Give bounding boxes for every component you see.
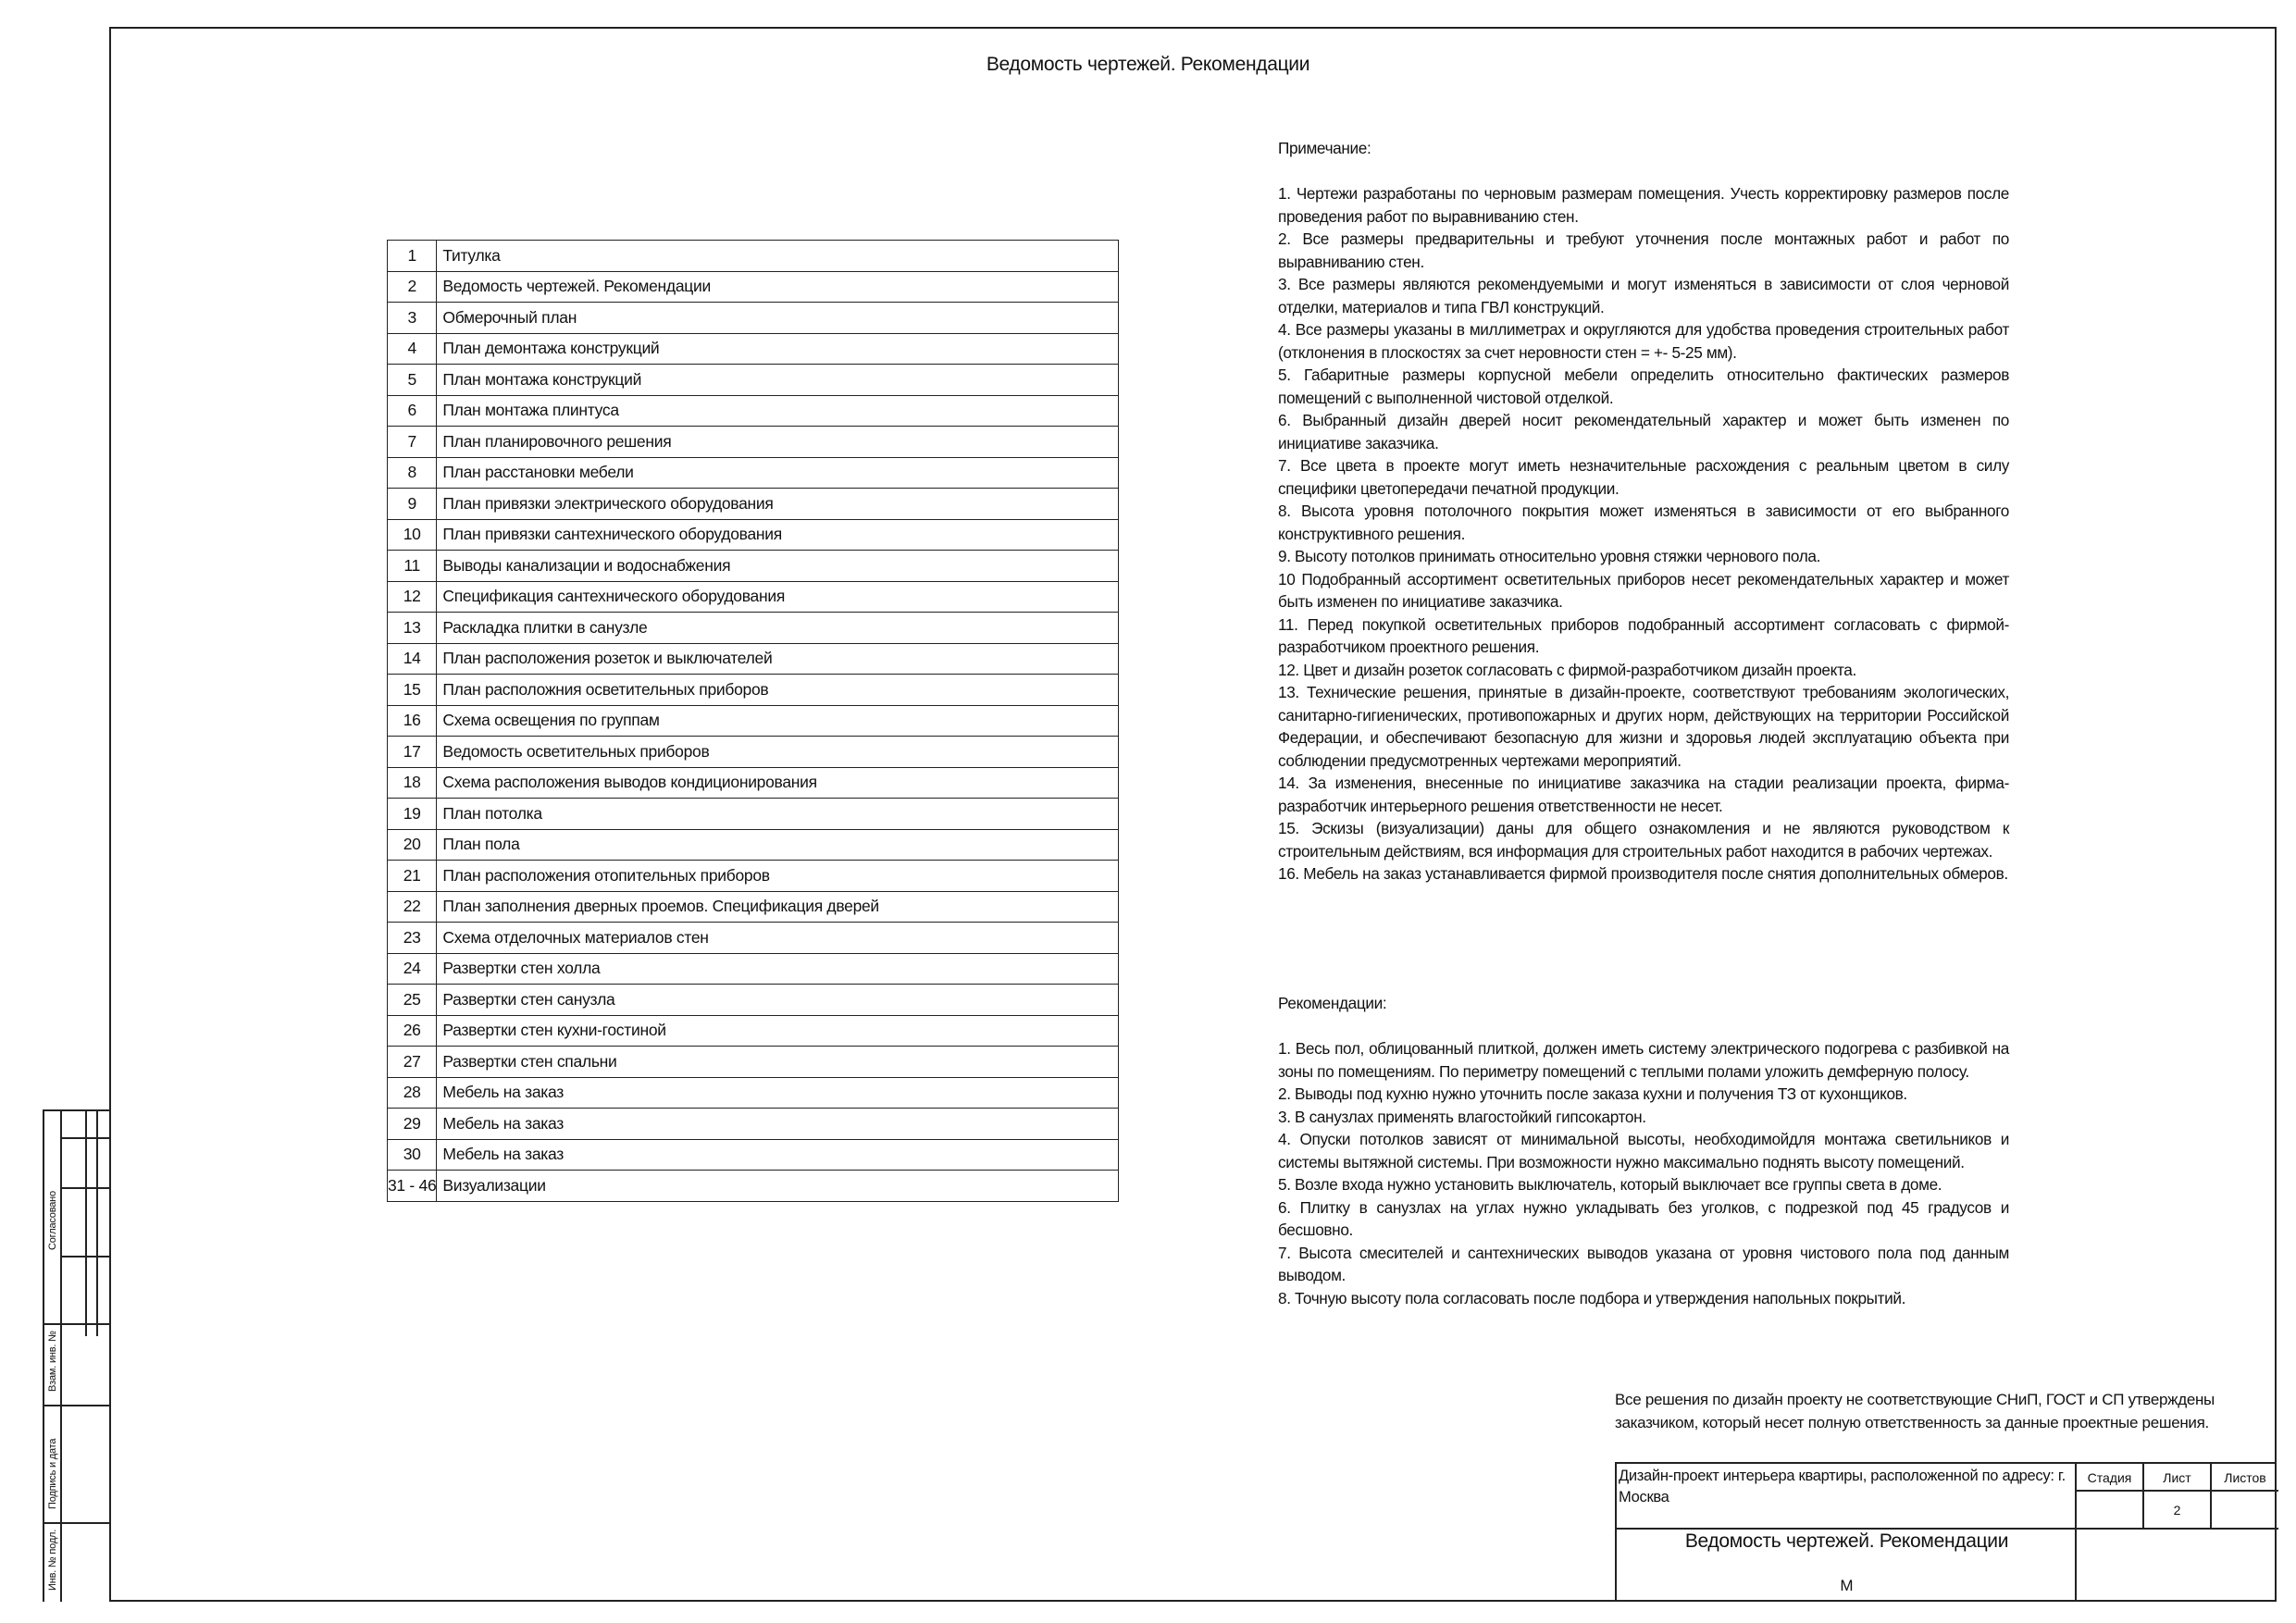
sheet-number-cell: 12 [388, 581, 437, 613]
sheet-number-cell: 2 [388, 271, 437, 303]
table-row [388, 705, 1119, 737]
note-item: 13. Технические решения, принятые в дизайн-проекте, соответствуют требованиям экологических, санитарно-гигиенических, противопожарных и других норм, действующих на территории Российской Федерации, и обеспечивают безопасную для жизни и здоровья людей эксплуатацию объекта при соблюдении предусмотренных чертежами мероприятий. [1278, 683, 2009, 770]
table-row [388, 1171, 1119, 1202]
note-item: 12. Цвет и дизайн розеток согласовать с фирмой-разработчиком дизайн проекта. [1278, 660, 1856, 679]
stage-label: Стадия [2087, 1470, 2132, 1485]
sheet-name-cell: Развертки стен санузла [437, 985, 1119, 1016]
table-row [388, 1015, 1119, 1047]
table-row [388, 519, 1119, 551]
table-row [388, 457, 1119, 489]
sheet-number-cell: 18 [388, 767, 437, 799]
sheet-name-cell: План монтажа плинтуса [437, 395, 1119, 427]
sheet-name-cell: План монтажа конструкций [437, 365, 1119, 396]
inv-replace-label: Взам. инв. № [47, 1331, 58, 1392]
sheet-name-cell: Визуализации [437, 1171, 1119, 1202]
note-item: 8. Высота уровня потолочного покрытия может изменяться в зависимости от его выбранного конструктивного решения. [1278, 502, 2009, 543]
table-row [388, 675, 1119, 706]
sheet-name-cell: План расстановки мебели [437, 457, 1119, 489]
note-item: 16. Мебель на заказ устанавливается фирмой производителя после снятия дополнительных обмеров. [1278, 864, 2008, 883]
sheet-name-cell: Ведомость осветительных приборов [437, 737, 1119, 768]
sheet-number-cell: 25 [388, 985, 437, 1016]
note-item: 4. Все размеры указаны в миллиметрах и округляются для удобства проведения строительных работ (отклонения в плоскостях за счет неровности стен = +- 5-25 мм). [1278, 320, 2009, 362]
note-item: 5. Габаритные размеры корпусной мебели определить относительно фактических размеров помещений с выполненной чистовой отделкой. [1278, 365, 2009, 407]
sheet-list-table [387, 240, 1119, 1202]
sheet-number-cell: 20 [388, 829, 437, 861]
note-item: 6. Выбранный дизайн дверей носит рекомендательный характер и может быть изменен по инициативе заказчика. [1278, 411, 2009, 452]
sheet-name-cell: План пола [437, 829, 1119, 861]
sheet-name-cell: Мебель на заказ [437, 1077, 1119, 1109]
note-item: 7. Все цвета в проекте могут иметь незначительные расхождения с реальным цветом в силу специфики цветопередачи печатной продукции. [1278, 456, 2009, 498]
table-row [388, 643, 1119, 675]
note-item: 2. Все размеры предварительны и требуют уточнения после монтажных работ и работ по выравниванию стен. [1278, 229, 2009, 271]
recommendations-heading: Рекомендации: [1278, 994, 1387, 1012]
sheet-name-cell: План заполнения дверных проемов. Спецификация дверей [437, 891, 1119, 923]
sheet-number-cell: 7 [388, 427, 437, 458]
sheet-name-cell: План демонтажа конструкций [437, 333, 1119, 365]
sheet-number-cell: 30 [388, 1139, 437, 1171]
table-row [388, 985, 1119, 1016]
sheet-name-cell: Мебель на заказ [437, 1139, 1119, 1171]
table-row [388, 861, 1119, 892]
table-row [388, 1047, 1119, 1078]
table-row [388, 241, 1119, 272]
table-row [388, 303, 1119, 334]
table-row [388, 891, 1119, 923]
sheet-number-cell: 6 [388, 395, 437, 427]
sheet-number-cell: 3 [388, 303, 437, 334]
sheet-number-cell: 11 [388, 551, 437, 582]
table-row [388, 923, 1119, 954]
sheet-number-cell: 13 [388, 613, 437, 644]
sheet-name-cell: Схема расположения выводов кондиционирования [437, 767, 1119, 799]
sheet-number-cell: 23 [388, 923, 437, 954]
table-row [388, 395, 1119, 427]
side-stamp [43, 1109, 109, 1602]
sheet-number-cell: 31 - 46 [388, 1171, 437, 1202]
page-title: Ведомость чертежей. Рекомендации [986, 54, 1310, 75]
sheet-number-cell: 26 [388, 1015, 437, 1047]
table-row [388, 365, 1119, 396]
document-name: Ведомость чертежей. Рекомендации [1684, 1530, 2009, 1552]
recommendation-item: 3. В санузлах применять влагостойкий гипсокартон. [1278, 1107, 1646, 1126]
sheet-number-cell: 27 [388, 1047, 437, 1078]
sheet-number-cell: 24 [388, 953, 437, 985]
sheet-number-cell: 17 [388, 737, 437, 768]
table-row [388, 271, 1119, 303]
sheet-name-cell: Схема освещения по группам [437, 705, 1119, 737]
sheet-number-cell: 10 [388, 519, 437, 551]
sheet-number-cell: 16 [388, 705, 437, 737]
sheet-number-cell: 15 [388, 675, 437, 706]
project-name: Дизайн-проект интерьера квартиры, расположенной по адресу: г. Москва [1619, 1468, 2066, 1505]
recommendation-item: 1. Весь пол, облицованный плиткой, должен иметь систему электрического подогрева с разбивкой на зоны по помещениям. По периметру помещений с теплыми полами уложить демферную полосу. [1278, 1039, 2009, 1081]
sheet-number-cell: 9 [388, 489, 437, 520]
stage-code: М [1840, 1577, 1854, 1594]
sheet-name-cell: Выводы канализации и водоснабжения [437, 551, 1119, 582]
notes-heading: Примечание: [1278, 139, 1371, 157]
sheet-name-cell: План планировочного решения [437, 427, 1119, 458]
sheet-number-cell: 28 [388, 1077, 437, 1109]
sheet-name-cell: Развертки стен спальни [437, 1047, 1119, 1078]
note-item: 11. Перед покупкой осветительных приборов подобранный ассортимент согласовать с фирмой-разработчиком проектного решения. [1278, 614, 2009, 656]
sheet-name-cell: План привязки сантехнического оборудования [437, 519, 1119, 551]
sheet-name-cell: План расположния осветительных приборов [437, 675, 1119, 706]
table-row [388, 1077, 1119, 1109]
table-row [388, 427, 1119, 458]
sheet-number-cell: 5 [388, 365, 437, 396]
table-row [388, 333, 1119, 365]
sheet-name-cell: Титулка [437, 241, 1119, 272]
sheet-name-cell: План расположения отопительных приборов [437, 861, 1119, 892]
sign-date-label: Подпись и дата [47, 1438, 58, 1509]
recommendation-item: 7. Высота смесителей и сантехнических выводов указана от уровня чистового пола под данным выводом. [1278, 1243, 2009, 1284]
recommendation-item: 2. Выводы под кухню нужно уточнить после заказа кухни и получения ТЗ от кухонщиков. [1278, 1084, 1907, 1103]
sheet-name-cell: Схема отделочных материалов стен [437, 923, 1119, 954]
table-row [388, 581, 1119, 613]
sheet-name-cell: Раскладка плитки в санузле [437, 613, 1119, 644]
sheet-number-cell: 1 [388, 241, 437, 272]
table-row [388, 953, 1119, 985]
table-row [388, 613, 1119, 644]
sheets-label: Листов [2224, 1470, 2266, 1485]
sheet-name-cell: Развертки стен холла [437, 953, 1119, 985]
sheet-name-cell: План привязки электрического оборудования [437, 489, 1119, 520]
table-row [388, 799, 1119, 830]
sheet-number-cell: 29 [388, 1109, 437, 1140]
note-item: 1. Чертежи разработаны по черновым размерам помещения. Учесть корректировку размеров после проведения работ по выравниванию стен. [1278, 184, 2009, 226]
sheet-name-cell: План расположения розеток и выключателей [437, 643, 1119, 675]
table-row [388, 551, 1119, 582]
agreed-label: Согласовано [47, 1191, 58, 1250]
sheet-number-cell: 19 [388, 799, 437, 830]
recommendation-item: 6. Плитку в санузлах на углах нужно укладывать без уголков, с подрезкой под 45 градусов и бесшовно. [1278, 1197, 2009, 1239]
table-row [388, 829, 1119, 861]
table-row [388, 737, 1119, 768]
recommendations-section [1278, 992, 2009, 1309]
sheet-number-cell: 8 [388, 457, 437, 489]
note-item: 3. Все размеры являются рекомендуемыми и могут изменяться в зависимости от слоя черновой отделки, материалов и типа ГВЛ конструкций. [1278, 275, 2009, 316]
recommendation-item: 8. Точную высоту пола согласовать после подбора и утверждения напольных покрытий. [1278, 1288, 1906, 1307]
inv-orig-label: Инв. № подл. [47, 1529, 58, 1591]
notes-section [1278, 137, 2009, 886]
note-item: 15. Эскизы (визуализации) даны для общего ознакомления и не являются руководством к строительным действиям, вся информация для строительных работ находится в рабочих чертежах. [1278, 819, 2009, 861]
table-row [388, 489, 1119, 520]
recommendation-item: 5. Возле входа нужно установить выключатель, который выключает все группы света в доме. [1278, 1175, 1942, 1194]
sheet-name-cell: Ведомость чертежей. Рекомендации [437, 271, 1119, 303]
sheet-name-cell: Развертки стен кухни-гостиной [437, 1015, 1119, 1047]
sheet-name-cell: План потолка [437, 799, 1119, 830]
title-block [1615, 1462, 2277, 1602]
sheet-number-cell: 14 [388, 643, 437, 675]
note-item: 9. Высоту потолков принимать относительно уровня стяжки чернового пола. [1278, 547, 1821, 565]
sheet-number-cell: 22 [388, 891, 437, 923]
disclaimer-text: Все решения по дизайн проекту не соответствующие СНиП, ГОСТ и СП утверждены заказчиком, который несет полную ответственность за данные проектные решения. [1615, 1391, 2215, 1431]
table-row [388, 767, 1119, 799]
sheet-name-cell: Спецификация сантехнического оборудования [437, 581, 1119, 613]
sheet-number-cell: 4 [388, 333, 437, 365]
note-item: 14. За изменения, внесенные по инициативе заказчика на стадии реализации проекта, фирма-разработчик интерьерного решения ответственности не несет. [1278, 774, 2009, 815]
table-row [388, 1109, 1119, 1140]
recommendation-item: 4. Опуски потолков зависят от минимальной высоты, необходимойдля монтажа светильников и системы вытяжной системы. При возможности нужно максимально поднять высоту помещений. [1278, 1130, 2009, 1171]
sheet-name-cell: Мебель на заказ [437, 1109, 1119, 1140]
note-item: 10 Подобранный ассортимент осветительных приборов несет рекомендательных характер и может быть изменен по инициативе заказчика. [1278, 569, 2009, 611]
sheet-label: Лист [2163, 1470, 2191, 1485]
sheet-name-cell: Обмерочный план [437, 303, 1119, 334]
sheet-number: 2 [2173, 1503, 2181, 1518]
table-row [388, 1139, 1119, 1171]
sheet-number-cell: 21 [388, 861, 437, 892]
